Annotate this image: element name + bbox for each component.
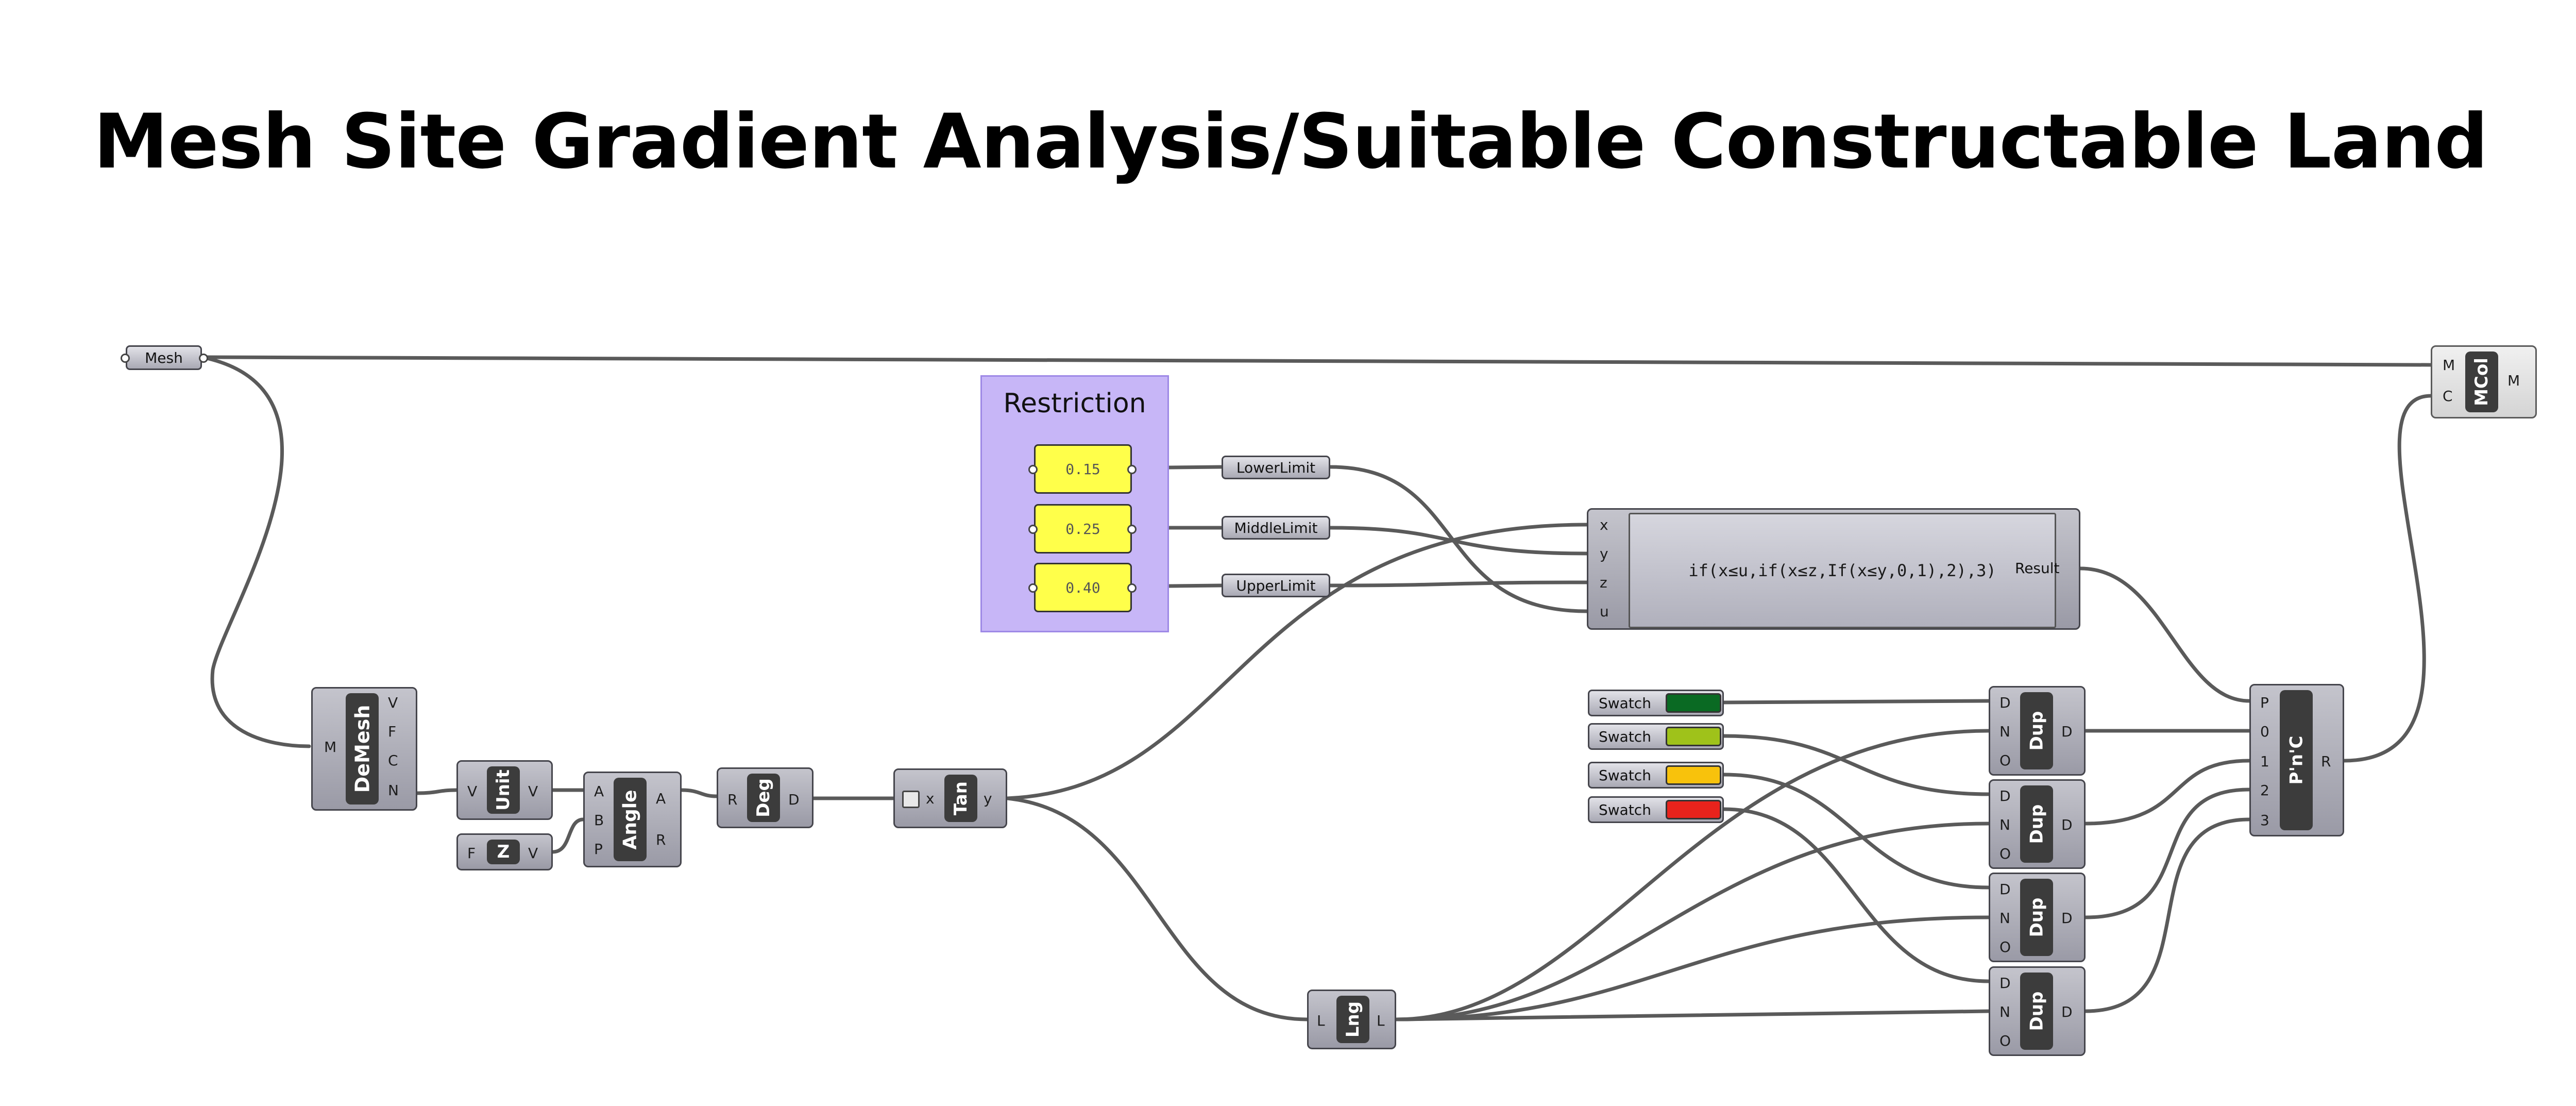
upper-limit-label: UpperLimit <box>1236 577 1316 594</box>
dup-2-in-n: N <box>1999 816 2010 833</box>
dup-1-in-n: N <box>1999 723 2010 740</box>
dup-2-in-d: D <box>1999 787 2011 805</box>
wire-z-angle <box>553 819 583 852</box>
mcol-component[interactable] <box>2431 345 2537 418</box>
angle-out-r: R <box>656 831 666 848</box>
demesh-name: DeMesh <box>351 705 374 793</box>
dup-4-name: Dup <box>2026 991 2047 1031</box>
expr-out-result: Result <box>2015 560 2060 577</box>
swatch-2[interactable] <box>1588 723 1724 750</box>
swatch-2-label: Swatch <box>1599 728 1651 745</box>
pnc-out-r: R <box>2321 753 2331 770</box>
z-name: Z <box>497 842 510 862</box>
deg-name: Deg <box>753 778 774 817</box>
slider-upper-value: 0.40 <box>1065 579 1100 596</box>
dup-2-name: Dup <box>2026 804 2047 844</box>
dup-3-out-d: D <box>2061 910 2073 927</box>
slider-upper-grip[interactable] <box>1028 583 1038 593</box>
dup-3-in-n: N <box>1999 910 2010 927</box>
slider-lower[interactable] <box>1034 444 1132 494</box>
slider-upper[interactable] <box>1034 563 1132 612</box>
mesh-param-label: Mesh <box>145 349 183 366</box>
pnc-in-3: 3 <box>2260 812 2269 829</box>
unit-core <box>487 766 520 814</box>
pnc-component[interactable] <box>2249 684 2344 836</box>
unit-component[interactable] <box>456 760 553 820</box>
dup-1-in-o: O <box>1999 752 2011 769</box>
slider-middle-grip[interactable] <box>1028 525 1038 534</box>
slider-upper-out-grip[interactable] <box>1127 583 1137 593</box>
swatch-4-color <box>1666 800 1721 819</box>
wire-demesh-unit <box>417 790 456 793</box>
demesh-component[interactable] <box>311 687 417 811</box>
expression-formula[interactable] <box>1629 513 2056 628</box>
z-component[interactable] <box>456 833 553 870</box>
deg-in-r: R <box>727 791 738 808</box>
demesh-in-m: M <box>324 739 337 756</box>
angle-in-a: A <box>594 783 604 800</box>
swatch-4[interactable] <box>1588 796 1724 823</box>
dup-1-core <box>2020 692 2053 769</box>
pnc-in-0: 0 <box>2260 723 2269 740</box>
z-in-f: F <box>467 845 476 862</box>
wire-dup3-pnc <box>2086 790 2249 917</box>
dup-3-name: Dup <box>2026 897 2047 937</box>
dup-4-in-n: N <box>1999 1003 2010 1020</box>
angle-out-a: A <box>656 790 666 807</box>
dup-4-in-d: D <box>1999 975 2011 992</box>
wire-tan-lng <box>1007 798 1307 1019</box>
dup-1-in-d: D <box>1999 694 2011 711</box>
dup-1-name: Dup <box>2026 711 2047 751</box>
slider-middle-value: 0.25 <box>1065 520 1100 538</box>
deg-core <box>747 774 780 822</box>
dup-component-3[interactable] <box>1989 873 2086 962</box>
pnc-in-1: 1 <box>2260 753 2269 770</box>
mcol-name: MCol <box>2471 358 2492 406</box>
unit-out-v: V <box>528 783 538 800</box>
wire-pnc-mcol <box>2344 396 2431 761</box>
dup-4-in-o: O <box>1999 1032 2011 1049</box>
swatch-1[interactable] <box>1588 690 1724 716</box>
tan-component[interactable] <box>893 768 1007 828</box>
swatch-1-color <box>1666 693 1721 713</box>
dup-4-out-d: D <box>2061 1003 2073 1020</box>
wire-swatch1-dup1 <box>1724 701 1989 702</box>
dup-2-in-o: O <box>1999 845 2011 862</box>
angle-name: Angle <box>619 789 641 850</box>
mcol-out-m: M <box>2507 372 2520 389</box>
swatch-3[interactable] <box>1588 762 1724 789</box>
angle-in-b: B <box>594 812 604 829</box>
pnc-core <box>2280 690 2313 830</box>
lower-limit-param[interactable] <box>1222 456 1330 479</box>
dup-2-core <box>2020 785 2053 863</box>
z-out-v: V <box>528 845 538 862</box>
unit-in-v: V <box>467 783 478 800</box>
demesh-out-n: N <box>388 782 399 799</box>
swatch-1-label: Swatch <box>1599 694 1651 712</box>
lng-out-l: L <box>1377 1012 1385 1029</box>
slider-middle-out-grip[interactable] <box>1127 525 1137 534</box>
tan-expression-icon <box>902 791 920 808</box>
angle-in-p: P <box>594 841 603 858</box>
middle-limit-param[interactable] <box>1222 516 1330 540</box>
mesh-param-input-grip[interactable] <box>121 354 130 363</box>
demesh-out-f: F <box>388 723 397 740</box>
lng-core <box>1336 996 1369 1043</box>
swatch-3-color <box>1666 765 1721 785</box>
lng-in-l: L <box>1317 1012 1325 1029</box>
expr-in-u: u <box>1600 603 1609 620</box>
wire-swatch4-dup4 <box>1724 809 1989 981</box>
pnc-name: P'n'C <box>2286 735 2307 785</box>
expr-in-x: x <box>1600 516 1608 533</box>
wire-mesh-mcol <box>202 357 2431 365</box>
dup-component-2[interactable] <box>1989 779 2086 869</box>
deg-component[interactable] <box>717 767 814 828</box>
angle-component[interactable] <box>583 772 682 867</box>
swatch-4-label: Swatch <box>1599 801 1651 818</box>
lower-limit-label: LowerLimit <box>1236 459 1316 476</box>
slider-lower-grip[interactable] <box>1028 465 1038 474</box>
unit-name: Unit <box>493 769 514 811</box>
tan-in-x: x <box>926 790 935 807</box>
dup-3-in-o: O <box>1999 939 2011 956</box>
pnc-in-p: P <box>2260 694 2269 711</box>
dup-3-in-d: D <box>1999 881 2011 898</box>
mcol-in-c: C <box>2443 388 2453 405</box>
angle-core <box>614 778 647 861</box>
wire-mesh-demesh <box>202 357 309 746</box>
tan-name: Tan <box>951 781 971 815</box>
demesh-core <box>346 693 379 805</box>
expr-in-y: y <box>1600 545 1608 562</box>
deg-out-d: D <box>788 791 800 808</box>
group-title: Restriction <box>1003 388 1146 419</box>
slider-middle[interactable] <box>1034 504 1132 554</box>
dup-3-core <box>2020 879 2053 956</box>
dup-1-out-d: D <box>2061 723 2073 740</box>
demesh-out-v: V <box>388 694 398 711</box>
tan-out-y: y <box>984 790 992 807</box>
z-core <box>487 840 520 864</box>
mesh-param-output-grip[interactable] <box>199 354 208 363</box>
upper-limit-param[interactable] <box>1222 574 1330 597</box>
dup-component-1[interactable] <box>1989 686 2086 776</box>
dup-4-core <box>2020 973 2053 1050</box>
wire-swatch2-dup2 <box>1724 736 1989 794</box>
wire-result-pnc <box>2080 568 2249 701</box>
expression-formula-text: if(x≤u,if(x≤z,If(x≤y,0,1),2),3) <box>1688 561 1996 580</box>
pnc-in-2: 2 <box>2260 782 2269 799</box>
page-title: Mesh Site Gradient Analysis/Suitable Constructable Land <box>93 98 2488 186</box>
mcol-core <box>2465 351 2498 412</box>
mcol-in-m: M <box>2443 357 2455 374</box>
wire-angle-deg <box>682 790 717 796</box>
swatch-2-color <box>1666 727 1721 746</box>
lng-component[interactable] <box>1307 990 1396 1049</box>
dup-2-out-d: D <box>2061 816 2073 833</box>
wire-lng-dup3 <box>1396 917 1989 1019</box>
slider-lower-out-grip[interactable] <box>1127 465 1137 474</box>
demesh-out-c: C <box>388 752 398 769</box>
tan-core <box>944 775 977 822</box>
mesh-param[interactable] <box>126 345 202 370</box>
slider-lower-value: 0.15 <box>1065 460 1100 478</box>
swatch-3-label: Swatch <box>1599 766 1651 784</box>
dup-component-4[interactable] <box>1989 966 2086 1056</box>
lng-name: Lng <box>1343 1001 1363 1038</box>
expr-in-z: z <box>1600 574 1607 591</box>
middle-limit-label: MiddleLimit <box>1234 519 1318 537</box>
wire-upper-exprz <box>1330 582 1587 585</box>
expression-component[interactable] <box>1587 508 2080 630</box>
